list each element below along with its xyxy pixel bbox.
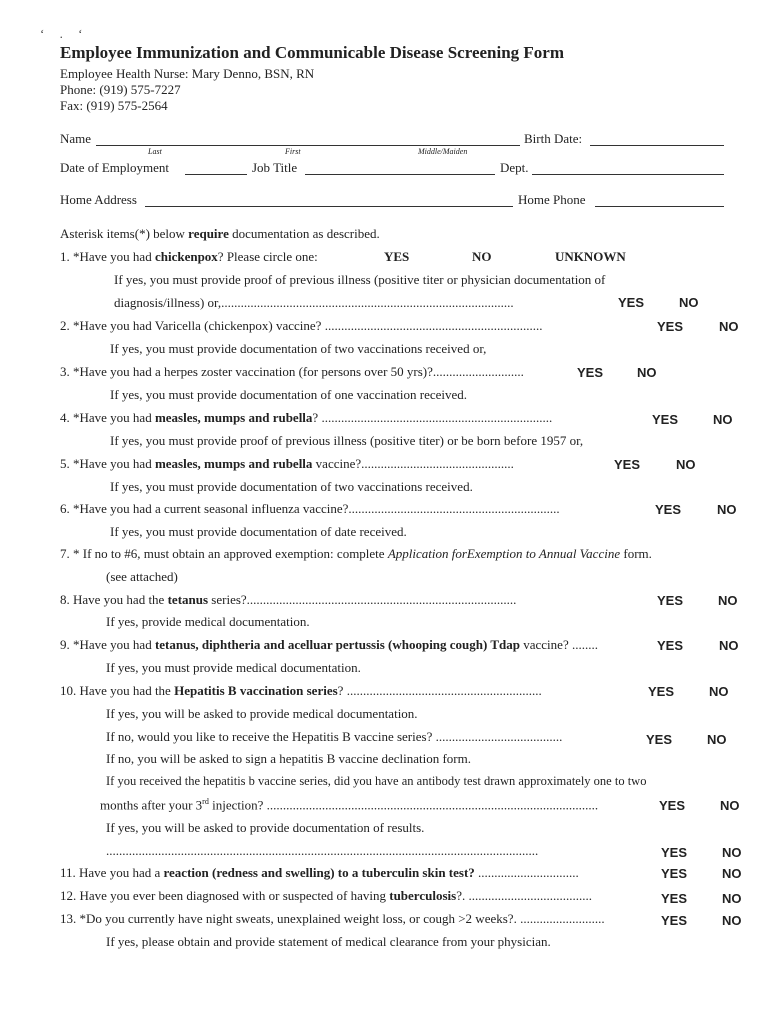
q10-instruction-1: If yes, you will be asked to provide medical documentation. — [106, 706, 418, 721]
q10-instruction-4: If you received the hepatitis b vaccine series, did you have an antibody test drawn approximately one to two — [106, 774, 647, 788]
question-10: 10. Have you had the Hepatitis B vaccination series? ............................................................ — [60, 683, 542, 698]
home-phone-label: Home Phone — [518, 192, 586, 207]
employment-date-label: Date of Employment — [60, 160, 170, 175]
q5-yes[interactable]: YES — [614, 457, 641, 472]
q5-instruction: If yes, you must provide documentation of two vaccinations received. — [110, 479, 473, 494]
q1-unknown[interactable]: UNKNOWN — [555, 249, 626, 264]
nurse-name: Employee Health Nurse: Mary Denno, BSN, RN — [60, 66, 315, 81]
q7-instruction: (see attached) — [106, 569, 178, 584]
question-7: 7. * If no to #6, must obtain an approved exemption: complete Application forExemption to Annual Vaccine form. — [60, 546, 652, 561]
q13-yes[interactable]: YES — [661, 913, 688, 928]
corner-mark: ‘ . ‘ — [40, 26, 89, 41]
question-4: 4. *Have you had measles, mumps and rubella? ....................................................................... — [60, 410, 553, 425]
q13-no[interactable]: NO — [722, 913, 742, 928]
question-13: 13. *Do you currently have night sweats, unexplained weight loss, or cough >2 weeks?. .......................... — [60, 911, 605, 926]
q4-yes[interactable]: YES — [652, 412, 679, 427]
q6-instruction: If yes, you must provide documentation of date received. — [110, 524, 407, 539]
job-title-label: Job Title — [252, 160, 298, 175]
q11-no[interactable]: NO — [722, 866, 742, 881]
q9-no[interactable]: NO — [719, 638, 739, 653]
nurse-phone: Phone: (919) 575-7227 — [60, 82, 181, 97]
home-address-field[interactable] — [145, 206, 513, 207]
q10-instruction-3: If no, you will be asked to sign a hepatitis B vaccine declination form. — [106, 751, 471, 766]
q10d-no[interactable]: NO — [722, 845, 742, 860]
q3-yes[interactable]: YES — [577, 365, 604, 380]
dept-label: Dept. — [500, 160, 529, 175]
question-3: 3. *Have you had a herpes zoster vaccination (for persons over 50 yrs)?............................ — [60, 364, 524, 379]
q10b-no[interactable]: NO — [707, 732, 727, 747]
q3-no[interactable]: NO — [637, 365, 657, 380]
question-2: 2. *Have you had Varicella (chickenpox) vaccine? ................................................................... — [60, 318, 543, 333]
intro-text: Asterisk items(*) below require documentation as described. — [60, 226, 380, 241]
q10-no[interactable]: NO — [709, 684, 729, 699]
question-6: 6. *Have you had a current seasonal influenza vaccine?................................................................. — [60, 501, 560, 516]
question-1: 1. *Have you had chickenpox? Please circle one: — [60, 249, 318, 264]
nurse-fax: Fax: (919) 575-2564 — [60, 98, 168, 113]
q10-instruction-2: If no, would you like to receive the Hepatitis B vaccine series? ....................................... — [106, 729, 563, 744]
q9-yes[interactable]: YES — [657, 638, 684, 653]
q8-instruction: If yes, provide medical documentation. — [106, 614, 310, 629]
q4-no[interactable]: NO — [713, 412, 733, 427]
question-11: 11. Have you had a reaction (redness and swelling) to a tuberculin skin test? ............................... — [60, 865, 579, 880]
q11-yes[interactable]: YES — [661, 866, 688, 881]
q9-instruction: If yes, you must provide medical documentation. — [106, 660, 361, 675]
q12-yes[interactable]: YES — [661, 891, 688, 906]
question-12: 12. Have you ever been diagnosed with or suspected of having tuberculosis?. ...................................... — [60, 888, 592, 903]
q1-instruction: If yes, you must provide proof of previous illness (positive titer or physician documentation of — [114, 272, 606, 287]
q1-no[interactable]: NO — [472, 249, 492, 264]
q10-dots: ..................................................................................................................................... — [106, 843, 539, 858]
q2-no[interactable]: NO — [719, 319, 739, 334]
birth-date-field[interactable] — [590, 145, 724, 146]
birth-date-label: Birth Date: — [524, 131, 583, 146]
q10-yes[interactable]: YES — [648, 684, 675, 699]
q1b-yes[interactable]: YES — [618, 295, 645, 310]
name-field[interactable] — [96, 145, 520, 146]
q4-instruction: If yes, you must provide proof of previous illness (positive titer) or be born before 1957 or, — [110, 433, 584, 448]
middle-name-label: Middle/Maiden — [418, 147, 468, 156]
q1-instruction-2: diagnosis/illness) or,.......................................................................................... — [114, 295, 514, 310]
last-name-label: Last — [148, 147, 162, 156]
q5-no[interactable]: NO — [676, 457, 696, 472]
employment-date-field[interactable] — [185, 174, 247, 175]
q6-yes[interactable]: YES — [655, 502, 682, 517]
home-phone-field[interactable] — [595, 206, 724, 207]
job-title-field[interactable] — [305, 174, 495, 175]
q10-instruction-6: If yes, you will be asked to provide documentation of results. — [106, 820, 425, 835]
q10c-no[interactable]: NO — [720, 798, 740, 813]
q10-instruction-5: months after your 3rd injection? ...................................................................................................... — [100, 797, 599, 813]
home-address-label: Home Address — [60, 192, 137, 207]
q10c-yes[interactable]: YES — [659, 798, 686, 813]
q8-no[interactable]: NO — [718, 593, 738, 608]
question-8: 8. Have you had the tetanus series?................................................................................... — [60, 592, 517, 607]
dept-field[interactable] — [532, 174, 724, 175]
question-5: 5. *Have you had measles, mumps and rubella vaccine?............................................... — [60, 456, 514, 471]
form-title: Employee Immunization and Communicable Disease Screening Form — [60, 43, 565, 62]
q2-yes[interactable]: YES — [657, 319, 684, 334]
q12-no[interactable]: NO — [722, 891, 742, 906]
q8-yes[interactable]: YES — [657, 593, 684, 608]
name-label: Name — [60, 131, 92, 146]
question-9: 9. *Have you had tetanus, diphtheria and acelluar pertussis (whooping cough) Tdap vaccine? ........ — [60, 637, 598, 652]
q10b-yes[interactable]: YES — [646, 732, 673, 747]
q6-no[interactable]: NO — [717, 502, 737, 517]
first-name-label: First — [285, 147, 301, 156]
q1b-no[interactable]: NO — [679, 295, 699, 310]
q13-instruction: If yes, please obtain and provide statement of medical clearance from your physician. — [106, 934, 551, 949]
q2-instruction: If yes, you must provide documentation of two vaccinations received or, — [110, 341, 487, 356]
q3-instruction: If yes, you must provide documentation of one vaccination received. — [110, 387, 468, 402]
q10d-yes[interactable]: YES — [661, 845, 688, 860]
q1-yes[interactable]: YES — [384, 249, 410, 264]
